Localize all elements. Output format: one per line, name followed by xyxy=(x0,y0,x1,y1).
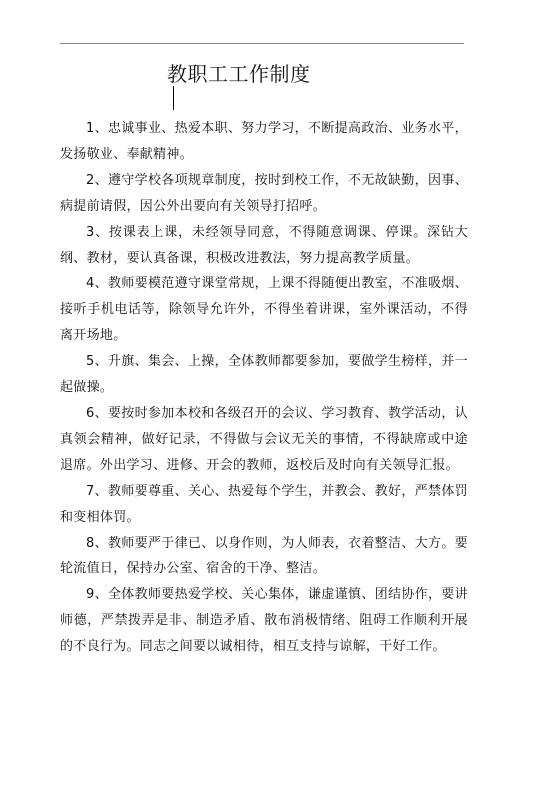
text-cursor xyxy=(173,86,174,110)
rule-paragraph-1: 1、忠诚事业、热爱本职、努力学习，不断提高政治、业务水平，发扬敬业、奉献精神。 xyxy=(60,121,468,162)
document-body xyxy=(60,116,468,660)
rule-paragraph-4: 4、教师要模范遵守课堂常规，上课不得随便出教室，不准吸烟、接听手机电话等，除领导允许外，不得坐着讲课，室外课活动，不得离开场地。 xyxy=(60,276,468,344)
rule-paragraph-5: 5、升旗、集会、上操，全体教师都要参加，要做学生榜样，并一起做操。 xyxy=(60,354,468,396)
document-title: 教职工工作制度 xyxy=(167,62,311,86)
rule-paragraph-6: 6、要按时参加本校和各级召开的会议、学习教育、教学活动，认真领会精神，做好记录，不得做与会议无关的事情，不得缺席或中途退席。外出学习、进修、开会的教师，返校后及时向有关领导汇报。 xyxy=(60,405,468,473)
rule-paragraph-8: 8、教师要严于律已、以身作则，为人师表，衣着整洁、大方。要轮流值日，保持办公室、宿舍的干净、整洁。 xyxy=(60,535,468,577)
rule-paragraph-2: 2、遵守学校各项规章制度，按时到校工作，不无故缺勤，因事、病提前请假，因公外出要向有关领导打招呼。 xyxy=(60,172,468,214)
rule-paragraph-9: 9、全体教师要热爱学校、关心集体，谦虚谨慎、团结协作，要讲师德，严禁拨弄是非、制造矛盾、散布消极情绪、阻碍工作顺利开展的不良行为。同志之间要以诚相待，相互支持与谅解，干好工作。 xyxy=(60,587,468,655)
rule-paragraph-3: 3、按课表上课，未经领导同意，不得随意调课、停课。深钻大纲、教材，要认真备课，积极改进教法，努力提高教学质量。 xyxy=(60,224,468,266)
header-rule xyxy=(60,43,464,44)
rule-paragraph-7: 7、教师要尊重、关心、热爱每个学生，并教会、教好，严禁体罚和变相体罚。 xyxy=(60,483,468,525)
